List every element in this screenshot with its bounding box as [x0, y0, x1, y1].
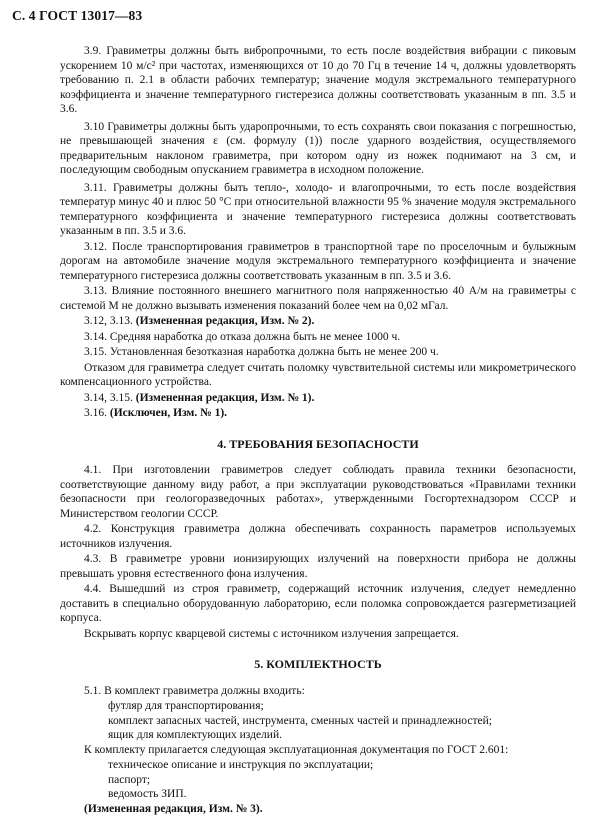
clause-3-11: 3.11. Гравиметры должны быть тепло-, холодо- и влагопрочными, то есть после воздействия температур минус 40 и плюс 50 °С при относительной влажности 95 % значение модуля экстремального температурного коэффициента и значение температурного гистерезиса должны соответствовать указанным в пп. 3.5 и 3.6.: [60, 181, 576, 237]
kit-item: ящик для комплектующих изделий.: [108, 729, 282, 741]
page-header: С. 4 ГОСТ 13017—83: [12, 8, 143, 23]
clause-3-12: 3.12. После транспортирования гравиметров в транспортной таре по проселочным и булыжным дорогам на автомобиле значение модуля экстремального температурного коэффициента и значение температурного гистерезиса должны соответствовать указанным в пп. 3.5 и 3.6.: [60, 240, 576, 282]
amendment-note-1: [60, 314, 576, 329]
clause-4-1: 4.1. При изготовлении гравиметров следует соблюдать правила техники безопасности, соответствующие данному виду работ, а при эксплуатации руководствоваться «Правилами техники безопасности при геологоразведочных работах», утвержденными Госгортехнадзором СССР и Министерством геологии СССР.: [60, 464, 576, 520]
amendment-note-3-text: (Исключен, Изм. № 1).: [109, 407, 228, 419]
clause-3-10: 3.10 Гравиметры должны быть ударопрочными, то есть сохранять свои показания с погрешностью, не превышающей значения ε (см. формулу (1)) после ударного воздействия, осуществляемого предварительным наклоном гравиметра, при котором одну из ножек поднимают на 3 см, и последующим свободным опусканием гравиметра в исходном положение.: [60, 120, 576, 176]
clause-4-2: 4.2. Конструкция гравиметра должна обеспечивать сохранность параметров используемых источников излучения.: [60, 523, 576, 550]
clause-3-9: 3.9. Гравиметры должны быть вибропрочными, то есть после воздействия вибрации с пиковым ускорением 10 м/с² при частотах, изменяющихся от 10 до 70 Гц в течение 14 ч, должны удовлетворять требованию п. 2.1 в области рабочих температур; значение модуля экстремального температурного коэффициента и значение температурного гистерезиса должны соответствовать указанным в пп. 3.5 и 3.6.: [60, 45, 576, 115]
kit-item: комплект запасных частей, инструмента, сменных частей и принадлежностей;: [108, 714, 492, 727]
clause-5-1: 5.1. В комплект гравиметра должны входить:: [84, 684, 305, 697]
amendment-note-2: [60, 391, 576, 406]
amendment-note-1-text: (Измененная редакция, Изм. № 2).: [135, 315, 315, 327]
amendment-note-2-ref: 3.14, 3.15.: [84, 391, 133, 404]
opening-prohibition: Вскрывать корпус кварцевой системы с источником излучения запрещается.: [84, 627, 459, 640]
clause-4-3: 4.3. В гравиметре уровни ионизирующих излучений на поверхности прибора не должны превышать уровня естественного фона излучения.: [60, 553, 576, 580]
documentation-intro: К комплекту прилагается следующая эксплуатационная документация по ГОСТ 2.601:: [84, 743, 509, 756]
doc-item: ведомость ЗИП.: [108, 788, 187, 800]
amendment-note-1-ref: 3.12, 3.13.: [84, 315, 133, 327]
amendment-note-2-text: (Измененная редакция, Изм. № 1).: [135, 391, 315, 404]
clause-3-13: 3.13. Влияние постоянного внешнего магнитного поля напряженностью 40 А/м на гравиметры с системой М не должно вызывать изменения показаний более чем на 0,02 мГал.: [60, 285, 576, 312]
kit-item: футляр для транспортирования;: [108, 700, 264, 712]
clause-4-4: 4.4. Вышедший из строя гравиметр, содержащий источник излучения, следует немедленно доставить в специально оборудованную лабораторию, если поломка сопровождается разгерметизацией корпуса.: [60, 583, 576, 624]
amendment-note-4: (Измененная редакция, Изм. № 3).: [84, 802, 263, 815]
amendment-note-3-ref: 3.16.: [84, 407, 107, 419]
doc-item: техническое описание и инструкция по эксплуатации;: [108, 759, 374, 771]
clause-3-14: 3.14. Средняя наработка до отказа должна быть не менее 1000 ч.: [84, 330, 401, 343]
doc-item: паспорт;: [108, 773, 151, 786]
failure-definition: Отказом для гравиметра следует считать поломку чувствительной системы или микрометрического компенсационного устройства.: [60, 361, 576, 388]
amendment-note-3: [60, 406, 576, 421]
section-4-title: 4. ТРЕБОВАНИЯ БЕЗОПАСНОСТИ: [217, 436, 419, 451]
document-body: [60, 44, 576, 817]
clause-3-15: 3.15. Установленная безотказная наработка должна быть не менее 200 ч.: [84, 346, 439, 358]
section-5-title: 5. КОМПЛЕКТНОСТЬ: [254, 657, 382, 671]
